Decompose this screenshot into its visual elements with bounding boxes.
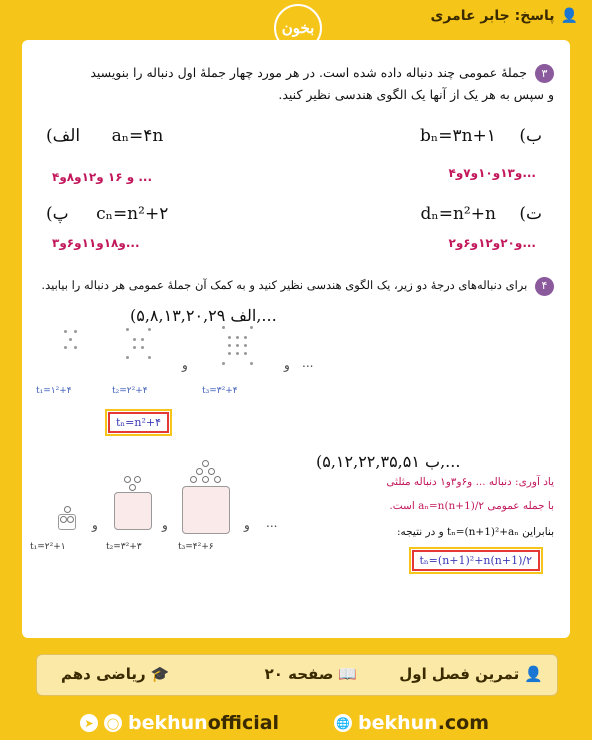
q3-part-p: (پ cₙ=n²+۲ [46, 204, 169, 224]
q3-part-p-answer: ...و۱۸و۱۱و۶و۳ [52, 236, 140, 250]
q4-b-sequence: (ب ۵,۱۲,۲۲,۳۵,۵۱,... [316, 452, 461, 471]
question-3-text: ۳ جملهٔ عمومی چند دنباله داده شده است. در هر مورد چهار جملهٔ اول دنباله را بنویسید و سپس به هر یک از آنها یک الگوی هندسی نظیر کنید. [90, 65, 554, 102]
user-icon: 👤 [560, 8, 578, 24]
q4-b-result: tₙ=(n+1)²+n(n+1)/۲ [412, 550, 541, 571]
footer-bar [36, 654, 558, 696]
q4-b-figure-2 [114, 476, 154, 532]
footer-chapter: 👤 تمرین فصل اول [399, 665, 543, 683]
q4-a-label-3: t₃=۳²+۴ [202, 386, 238, 396]
book-icon: 📖 [338, 665, 357, 683]
q3-part-a-answer: ... و ۱۶ و۱۲و۸و۴ [52, 170, 153, 184]
q4-b-label-3: t₃=۴²+۶ [178, 542, 214, 552]
q4-b-separator-2: و [162, 518, 168, 532]
q4-b-figure-1 [56, 506, 78, 530]
q4-a-figure-2 [120, 326, 160, 362]
graduation-cap-icon: 🎓 [150, 665, 170, 683]
q4-a-separator-2: و [284, 358, 290, 372]
top-bar [0, 0, 592, 36]
person-icon: 👤 [524, 665, 543, 683]
footer-page: 📖 صفحه ۲۰ [264, 665, 357, 683]
telegram-icon: ➤ [80, 714, 98, 732]
q4-b-note-3: بنابراین tₙ=(n+1)²+aₙ و در نتیجه: [396, 526, 554, 538]
q4-b-ellipsis: ... [266, 516, 278, 530]
website-link[interactable]: 🌐 bekhun.com [334, 712, 489, 734]
instagram-icon: ◯ [104, 714, 122, 732]
q4-b-label-2: t₂=۳²+۳ [106, 542, 142, 552]
q4-a-label-2: t₂=۲²+۴ [112, 386, 148, 396]
q3-part-t-answer: ...و۲۰و۱۲و۶و۲ [448, 236, 536, 250]
q4-a-sequence: (الف ۵,۸,۱۳,۲۰,۲۹,... [130, 306, 277, 325]
brand-logo: بخون [274, 4, 322, 52]
bottom-bar [0, 706, 592, 740]
social-handle[interactable]: ➤ ◯ bekhunofficial [80, 712, 279, 734]
q4-a-figure-1 [56, 326, 86, 352]
q4-b-label-1: t₁=۲²+۱ [30, 542, 66, 552]
answerer-label: 👤 پاسخ: جابر عامری [430, 8, 578, 24]
question-4-number: ۴ [535, 277, 554, 296]
question-3-number: ۳ [535, 64, 554, 83]
q4-b-note-2: با جمله عمومی aₙ=n(n+1)/۲ است. [389, 500, 554, 512]
q4-b-separator-1: و [92, 518, 98, 532]
q4-a-result: tₙ=n²+۴ [108, 412, 169, 433]
q4-a-ellipsis: ... [302, 356, 314, 370]
q4-a-separator-1: و [182, 358, 188, 372]
q3-part-b-answer: ...و۱۳و۱۰و۷و۴ [448, 166, 536, 180]
q3-part-a: (الف aₙ=۴n [46, 126, 164, 146]
globe-icon: 🌐 [334, 714, 352, 732]
footer-subject: 🎓 ریاضی دهم [61, 665, 170, 683]
q3-part-t: dₙ=n²+n (ت [420, 204, 542, 224]
q4-b-figure-3 [182, 460, 232, 534]
q4-a-figure-3 [218, 324, 258, 368]
q4-b-note-1: یاد آوری: دنباله ... و۶و۳و۱ دنباله مثلثی [386, 476, 554, 488]
question-4-text: ۴ برای دنباله‌های درجهٔ دو زیر، یک الگوی هندسی نظیر کنید و به کمک آن جملهٔ عمومی هر دنباله را بیابید. [34, 274, 554, 296]
q4-a-label-1: t₁=۱²+۴ [36, 386, 72, 396]
content-card [22, 40, 570, 638]
q4-b-separator-3: و [244, 518, 250, 532]
q3-part-b: bₙ=۳n+۱ (ب [420, 126, 542, 146]
